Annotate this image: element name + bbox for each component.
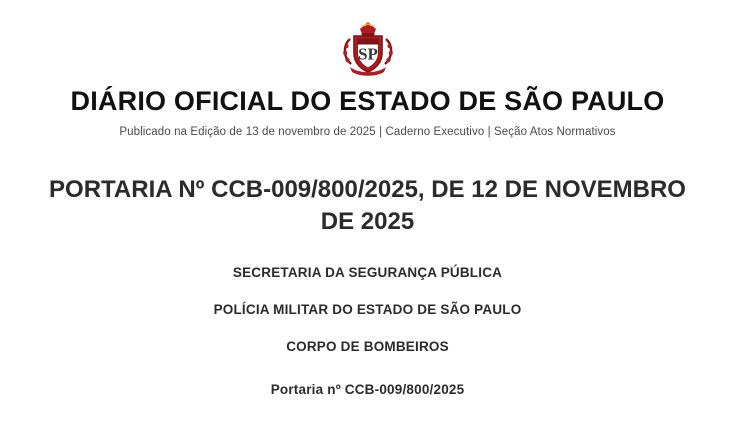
page-title: DIÁRIO OFICIAL DO ESTADO DE SÃO PAULO [70, 86, 665, 116]
body-line-fire-department: CORPO DE BOMBEIROS [286, 339, 449, 355]
document-body [22, 265, 713, 397]
body-line-secretariat: SECRETARIA DA SEGURANÇA PÚBLICA [232, 265, 503, 281]
sao-paulo-state-coat-of-arms-icon [335, 16, 401, 80]
svg-text:SP: SP [357, 44, 378, 64]
ordinance-title: PORTARIA Nº CCB-009/800/2025, DE 12 DE NOVEMBRO DE 2025 [49, 176, 686, 235]
publication-info: Publicado na Edição de 13 de novembro de 2025 | Caderno Executivo | Seção Atos Normativos [119, 126, 616, 139]
body-line-military-police: POLÍCIA MILITAR DO ESTADO DE SÃO PAULO [213, 302, 522, 318]
body-line-ordinance-number: Portaria nº CCB-009/800/2025 [270, 382, 465, 398]
